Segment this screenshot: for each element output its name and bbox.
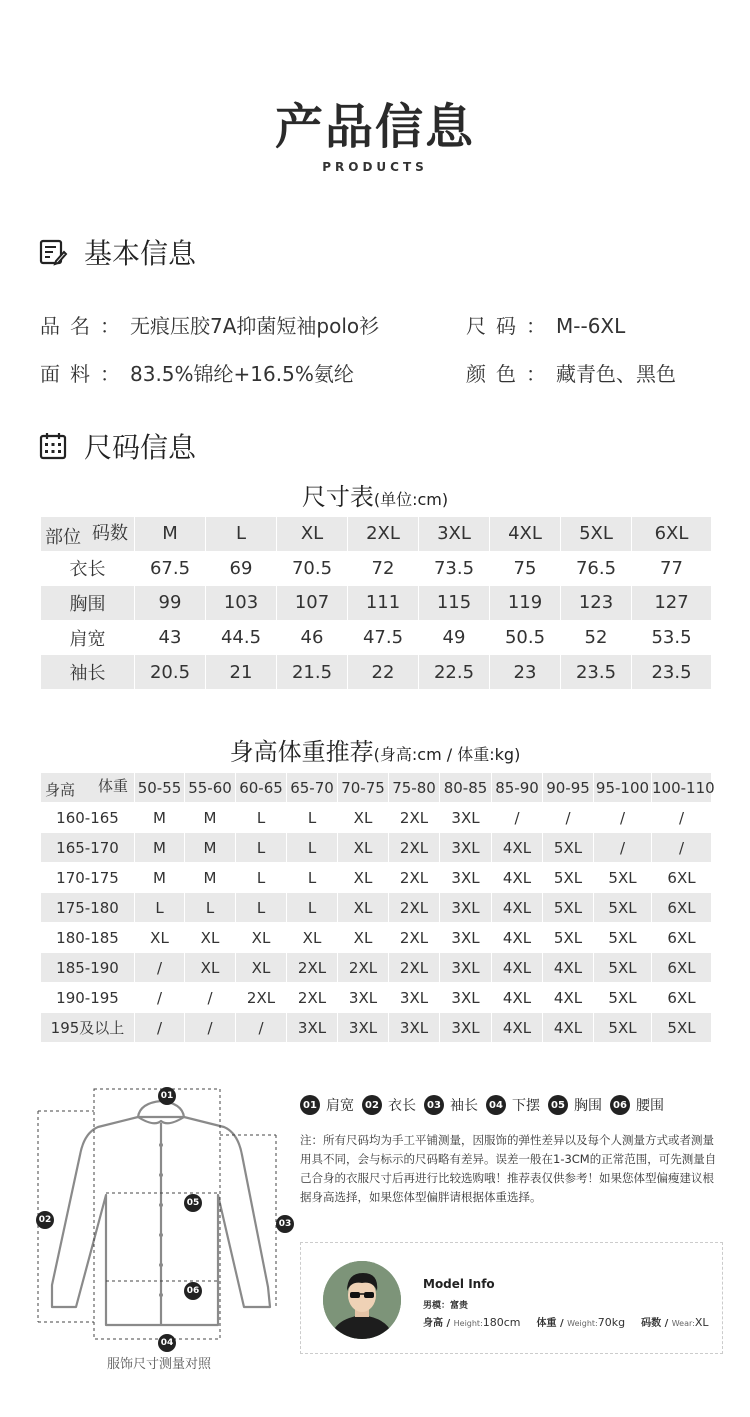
table-cell: 73.5 [419, 551, 490, 586]
column-header: 60-65 [236, 773, 287, 803]
table-cell: XL [185, 953, 236, 983]
column-header: 65-70 [287, 773, 338, 803]
row-label: 160-165 [41, 803, 135, 833]
model-size-value: XL [694, 1316, 709, 1329]
table-cell: 5XL [594, 923, 652, 953]
table-cell: L [185, 893, 236, 923]
row-label: 180-185 [41, 923, 135, 953]
table-cell: XL [338, 893, 389, 923]
table-cell: L [236, 833, 287, 863]
row-label: 肩宽 [41, 620, 135, 655]
table-cell: 6XL [652, 983, 712, 1013]
table-cell: 111 [348, 586, 419, 621]
model-height-label: 身高 / [423, 1318, 454, 1329]
table-cell: 3XL [287, 1013, 338, 1043]
legend-number-badge: 05 [548, 1095, 568, 1115]
legend-item [300, 1095, 354, 1115]
shirt-diagram [28, 1075, 290, 1375]
table-cell: XL [338, 863, 389, 893]
model-info-title: Model Info [423, 1277, 495, 1291]
table-cell: 76.5 [561, 551, 632, 586]
column-header: 100-110 [652, 773, 712, 803]
column-header: XL [277, 517, 348, 552]
column-header: 95-100 [594, 773, 652, 803]
color-value: 藏青色、黑色 [556, 362, 676, 386]
table-cell: L [287, 833, 338, 863]
product-name-row [40, 310, 379, 339]
column-header: 6XL [632, 517, 712, 552]
model-stats [423, 1314, 709, 1329]
color-label: 颜色： [466, 362, 556, 386]
diagram-marker-05: 05 [184, 1194, 202, 1212]
table-cell: / [652, 833, 712, 863]
column-header: 55-60 [185, 773, 236, 803]
table-cell: XL [338, 833, 389, 863]
legend-label: 腰围 [636, 1098, 664, 1114]
table-row [41, 620, 712, 655]
table-cell: 53.5 [632, 620, 712, 655]
table-cell: 72 [348, 551, 419, 586]
table-row [41, 803, 712, 833]
model-weight-value: 70kg [597, 1316, 626, 1329]
legend-item [610, 1095, 664, 1115]
diagram-caption: 服饰尺寸测量对照 [106, 1357, 211, 1372]
size-table-title-text: 尺寸表 [301, 483, 374, 511]
model-name: 男模：富贵 [423, 1301, 469, 1311]
table-cell: 2XL [287, 983, 338, 1013]
diagram-marker-02: 02 [36, 1211, 54, 1229]
table-corner-cell [41, 773, 135, 803]
table-cell: 5XL [594, 953, 652, 983]
table-cell: 3XL [440, 1013, 492, 1043]
model-height-en: Height: [453, 1319, 483, 1328]
table-cell: 6XL [652, 953, 712, 983]
row-label: 165-170 [41, 833, 135, 863]
size-range-label: 尺码： [466, 314, 556, 338]
table-cell: 107 [277, 586, 348, 621]
table-cell: 2XL [389, 953, 440, 983]
table-cell: 2XL [287, 953, 338, 983]
table-cell: 2XL [389, 803, 440, 833]
corner-bottom-label: 部位 [45, 526, 81, 548]
table-cell: M [185, 863, 236, 893]
corner-top-label: 体重 [97, 777, 128, 795]
table-cell: 3XL [440, 803, 492, 833]
table-cell: 23.5 [561, 655, 632, 690]
table-cell: 2XL [389, 833, 440, 863]
diagram-marker-03: 03 [276, 1215, 294, 1233]
table-cell: 3XL [440, 863, 492, 893]
table-cell: 2XL [389, 893, 440, 923]
legend-item [486, 1095, 540, 1115]
legend-label: 衣长 [388, 1098, 416, 1114]
table-cell: / [652, 803, 712, 833]
color-row [466, 358, 676, 387]
fabric-row [40, 358, 354, 387]
table-cell: 67.5 [135, 551, 206, 586]
fabric-label: 面料： [40, 362, 130, 386]
size-table [40, 516, 712, 690]
table-row [41, 923, 712, 953]
table-cell: 77 [632, 551, 712, 586]
table-cell: 4XL [492, 863, 543, 893]
legend-number-badge: 06 [610, 1095, 630, 1115]
rec-table-unit: (身高:cm / 体重:kg) [373, 745, 521, 764]
column-header: 90-95 [543, 773, 594, 803]
table-cell: 3XL [440, 983, 492, 1013]
legend-label: 下摆 [512, 1098, 540, 1114]
legend-label: 肩宽 [326, 1098, 354, 1114]
table-cell: 5XL [594, 893, 652, 923]
row-label: 胸围 [41, 586, 135, 621]
model-weight-en: Weight: [567, 1319, 598, 1328]
diagram-marker-01: 01 [158, 1087, 176, 1105]
column-header: L [206, 517, 277, 552]
column-header: 85-90 [492, 773, 543, 803]
size-range-row [466, 310, 625, 339]
table-cell: 4XL [543, 1013, 594, 1043]
table-cell: XL [135, 923, 185, 953]
column-header: 70-75 [338, 773, 389, 803]
size-info-heading [38, 428, 196, 464]
column-header: 4XL [490, 517, 561, 552]
corner-bottom-label: 身高 [45, 781, 76, 799]
model-weight-label: 体重 / [536, 1318, 568, 1329]
table-cell: XL [236, 923, 287, 953]
page-title: 产品信息 [274, 99, 475, 155]
table-row [41, 983, 712, 1013]
model-info-card [300, 1242, 723, 1354]
basic-info-title: 基本信息 [84, 237, 197, 270]
column-header: 80-85 [440, 773, 492, 803]
table-cell: 6XL [652, 893, 712, 923]
table-cell: XL [236, 953, 287, 983]
column-header: 5XL [561, 517, 632, 552]
legend-item [548, 1095, 602, 1115]
model-avatar [323, 1261, 401, 1339]
column-header: 50-55 [135, 773, 185, 803]
size-range-value: M--6XL [556, 314, 626, 338]
table-cell: / [543, 803, 594, 833]
table-cell: / [135, 1013, 185, 1043]
table-row [41, 863, 712, 893]
legend-number-badge: 03 [424, 1095, 444, 1115]
legend-label: 袖长 [450, 1098, 478, 1114]
table-cell: 44.5 [206, 620, 277, 655]
model-size-label: 码数 / [641, 1318, 672, 1329]
legend-label: 胸围 [574, 1098, 602, 1114]
row-label: 衣长 [41, 551, 135, 586]
table-cell: 69 [206, 551, 277, 586]
row-label: 170-175 [41, 863, 135, 893]
table-cell: 127 [632, 586, 712, 621]
table-cell: 21.5 [277, 655, 348, 690]
fabric-value: 83.5%锦纶+16.5%氨纶 [130, 362, 354, 386]
calendar-icon [38, 431, 68, 461]
table-cell: / [185, 983, 236, 1013]
table-row [41, 655, 712, 690]
table-cell: 2XL [389, 863, 440, 893]
table-cell: XL [338, 923, 389, 953]
table-cell: 119 [490, 586, 561, 621]
table-cell: XL [287, 923, 338, 953]
table-cell: 23 [490, 655, 561, 690]
table-header-row [41, 517, 712, 552]
table-cell: 5XL [543, 833, 594, 863]
table-header-row [41, 773, 712, 803]
recommend-table [40, 772, 715, 1043]
column-header: 3XL [419, 517, 490, 552]
table-row [41, 586, 712, 621]
size-table-title [0, 477, 750, 512]
table-cell: 6XL [652, 923, 712, 953]
table-cell: M [135, 863, 185, 893]
table-cell: M [185, 833, 236, 863]
table-cell: / [135, 983, 185, 1013]
table-cell: 3XL [338, 983, 389, 1013]
column-header: 2XL [348, 517, 419, 552]
size-info-title: 尺码信息 [84, 431, 197, 464]
table-cell: 47.5 [348, 620, 419, 655]
table-cell: 5XL [594, 983, 652, 1013]
table-cell: XL [185, 923, 236, 953]
table-corner-cell [41, 517, 135, 552]
measurement-note: 注：所有尺码均为手工平铺测量，因服饰的弹性差异以及每个人测量方式或者测量用具不同，会与标示的尺码略有差异。误差一般在1-3CM的正常范围，可先测量自己合身的衣服尺寸后再进行比较选购哦！推荐表仅供参考！如果您体型偏瘦建议根据身高选择，如果您体型偏胖请根据体重选择。 [300, 1133, 717, 1204]
table-cell: 6XL [652, 863, 712, 893]
table-cell: 4XL [492, 1013, 543, 1043]
rec-table-title-text: 身高体重推荐 [229, 738, 374, 766]
edit-doc-icon [38, 237, 68, 267]
table-cell: 5XL [594, 863, 652, 893]
table-cell: 103 [206, 586, 277, 621]
diagram-marker-06: 06 [184, 1282, 202, 1300]
legend-number-badge: 02 [362, 1095, 382, 1115]
legend-item [362, 1095, 416, 1115]
shirt-illustration [28, 1075, 290, 1355]
table-cell: 99 [135, 586, 206, 621]
table-cell: 4XL [492, 953, 543, 983]
table-cell: 46 [277, 620, 348, 655]
table-cell: 123 [561, 586, 632, 621]
table-cell: XL [338, 803, 389, 833]
table-cell: 5XL [652, 1013, 712, 1043]
size-table-unit: (单位:cm) [373, 490, 449, 509]
table-row [41, 833, 712, 863]
table-cell: 5XL [594, 1013, 652, 1043]
table-cell: 2XL [236, 983, 287, 1013]
table-cell: L [236, 893, 287, 923]
table-cell: 43 [135, 620, 206, 655]
table-cell: 5XL [543, 863, 594, 893]
table-cell: 2XL [389, 923, 440, 953]
table-cell: L [287, 863, 338, 893]
table-cell: 3XL [440, 953, 492, 983]
table-cell: 3XL [440, 923, 492, 953]
table-cell: 4XL [492, 983, 543, 1013]
table-row [41, 1013, 712, 1043]
table-cell: 50.5 [490, 620, 561, 655]
table-cell: 3XL [338, 1013, 389, 1043]
table-cell: 2XL [338, 953, 389, 983]
row-label: 175-180 [41, 893, 135, 923]
table-cell: 3XL [440, 833, 492, 863]
table-cell: 3XL [389, 1013, 440, 1043]
table-cell: 75 [490, 551, 561, 586]
table-cell: L [287, 803, 338, 833]
table-cell: 22.5 [419, 655, 490, 690]
table-cell: 3XL [389, 983, 440, 1013]
legend-number-badge: 04 [486, 1095, 506, 1115]
row-label: 袖长 [41, 655, 135, 690]
column-header: M [135, 517, 206, 552]
table-cell: 4XL [492, 833, 543, 863]
row-label: 195及以上 [41, 1013, 135, 1043]
table-cell: 23.5 [632, 655, 712, 690]
table-cell: 52 [561, 620, 632, 655]
basic-info-heading [38, 234, 196, 270]
table-cell: 20.5 [135, 655, 206, 690]
table-cell: L [287, 893, 338, 923]
table-row [41, 551, 712, 586]
table-cell: M [185, 803, 236, 833]
measurement-legend [300, 1095, 672, 1115]
table-cell: 4XL [543, 983, 594, 1013]
table-cell: 3XL [440, 893, 492, 923]
table-cell: 70.5 [277, 551, 348, 586]
table-cell: 4XL [492, 893, 543, 923]
table-cell: L [236, 863, 287, 893]
table-cell: 4XL [492, 923, 543, 953]
model-height-value: 180cm [482, 1316, 521, 1329]
page-subtitle: PRODUCTS [322, 160, 428, 174]
rec-table-title [0, 732, 750, 767]
row-label: 185-190 [41, 953, 135, 983]
product-name-label: 品名： [40, 314, 130, 338]
table-cell: L [236, 803, 287, 833]
table-cell: 49 [419, 620, 490, 655]
table-cell: / [492, 803, 543, 833]
product-name-value: 无痕压胶7A抑菌短袖polo衫 [130, 314, 380, 338]
table-cell: / [185, 1013, 236, 1043]
table-cell: / [594, 803, 652, 833]
table-cell: 115 [419, 586, 490, 621]
table-cell: L [135, 893, 185, 923]
table-row [41, 893, 712, 923]
table-cell: 22 [348, 655, 419, 690]
table-cell: / [236, 1013, 287, 1043]
table-cell: / [594, 833, 652, 863]
table-cell: M [135, 803, 185, 833]
table-cell: 21 [206, 655, 277, 690]
table-cell: 4XL [543, 953, 594, 983]
legend-number-badge: 01 [300, 1095, 320, 1115]
table-cell: 5XL [543, 893, 594, 923]
legend-item [424, 1095, 478, 1115]
model-size-en: Wear: [671, 1319, 695, 1328]
table-cell: 5XL [543, 923, 594, 953]
diagram-marker-04: 04 [158, 1334, 176, 1352]
table-cell: / [135, 953, 185, 983]
table-cell: M [135, 833, 185, 863]
row-label: 190-195 [41, 983, 135, 1013]
table-row [41, 953, 712, 983]
corner-top-label: 码数 [92, 523, 128, 544]
column-header: 75-80 [389, 773, 440, 803]
